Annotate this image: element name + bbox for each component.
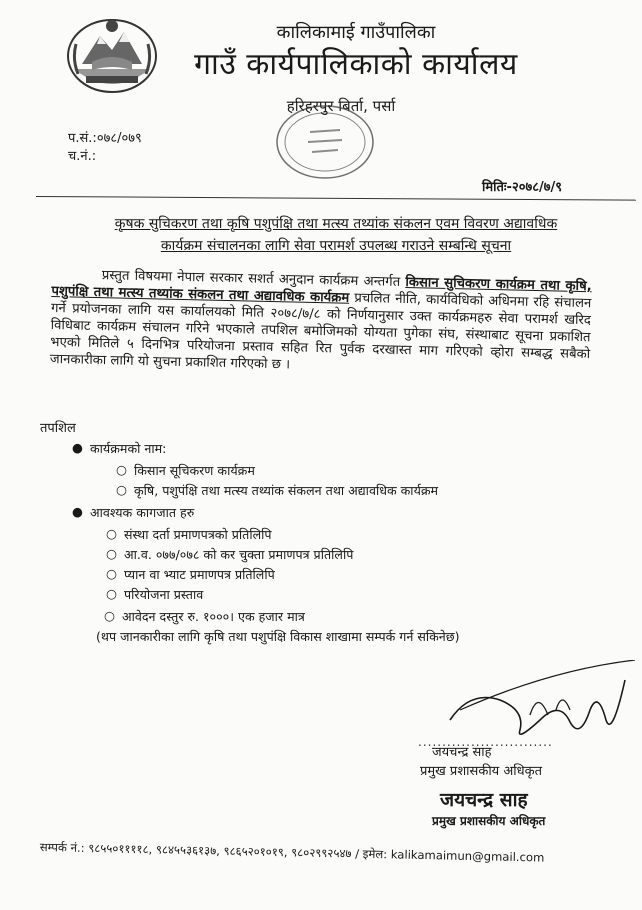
notice-subject: कृषक सुचिकरण तथा कृषि पशुपंक्षि तथा मत्स्य तथ्यांक संकलन एवम विवरण अद्यावधिक कार्यक्रम संचालनका लागि सेवा परामर्श उपलब्ध गराउने सम्बन्धि सूचना [114,216,558,254]
office-seal-stamp [270,100,380,185]
signatory-name: जयचन्द्र साह [432,745,492,760]
list-item: ○ कृषि, पशुपंक्षि तथा मत्स्य तथ्यांक संकलन तथा अद्यावधिक कार्यक्रम [116,482,439,498]
circle-bullet-icon: ○ [116,482,127,497]
list-item: ○ प्यान वा भ्याट प्रमाणपत्र प्रतिलिपि [106,566,275,582]
list-item: ○ आ.व. ०७७/०७८ को कर चुक्ता प्रमाणपत्र प्रतिलिपि [106,546,354,562]
phone-numbers: ९८५५०११११८, ९८४५५३६१३७, ९८६५२०१०१९, ९८०२९९२५४७ [88,841,352,861]
circle-bullet-icon: ○ [106,566,117,581]
bullet-icon: ● [72,440,83,455]
municipality-name: कालिकामाई गाउँपालिका [276,22,436,43]
circle-bullet-icon: ○ [106,526,117,541]
office-title: गाउँ कार्यपालिकाको कार्यालय [194,47,518,82]
programs-heading: ● कार्यक्रमको नाम: [72,440,167,456]
name-stamp: जयचन्द्र साह [440,789,528,811]
letter-date: मितिः-२०७८/७/९ [482,180,563,195]
reference-cn: च.नं.: [68,149,97,164]
circle-bullet-icon: ○ [104,608,115,623]
footer-contact: सम्पर्क नं.: ९८५५०११११८, ९८४५५३६१३७, ९८६५२०१०१९, ९८०२९९२५४७ / इमेल: kalikamaimun@gmail.com [39,840,545,865]
reference-ps: प.सं.:०७८/०७९ [68,131,142,146]
circle-bullet-icon: ○ [106,586,117,601]
circle-bullet-icon: ○ [116,462,127,477]
signature-line: ............................ [418,735,553,749]
list-item: ○ किसान सूचिकरण कार्यक्रम [116,462,255,478]
list-item: ○ संस्था दर्ता प्रमाणपत्रको प्रतिलिपि [106,526,272,542]
program-name-bold: किसान सुचिकरण कार्यक्रम तथा कृषि, पशुपंक्षि तथा मत्स्य तथ्यांक संकलन तथा अद्यावधिक कार्यक्रम [51,275,592,306]
title-stamp: प्रमुख प्रशासकीय अधिकृत [432,814,546,828]
header-divider [36,196,636,201]
bullet-icon: ● [72,504,83,519]
tapsil-heading: तपशिल [40,421,76,436]
notice-body: प्रस्तुत विषयमा नेपाल सरकार सशर्त अनुदान कार्यक्रम अन्तर्गत किसान सुचिकरण कार्यक्रम तथा कृषि, पशुपंक्षि तथा मत्स्य तथ्यांक संकलन तथा अद्यावधिक कार्यक्रम प्रचलित नीति, कार्यविधिको अधिनमा रहि संचालन गर्ने प्रयोजनका लागि यस कार्यालयको मिति २०७८/७/८ को निर्णयानुसार उक्त कार्यक्रमहरु सेवा परामर्श खरिद विधिबाट कार्यक्रम संचालन गरिने भएकाले तपशिल बमोजिमको योग्यता पुगेका संघ, संस्थाबाट सूचना प्रकाशित भएको मितिले ५ दिनभित्र परियोजना प्रस्ताव सहित रित पुर्वक दरखास्त माग गरिएको व्होरा सम्बद्ध सबैको जानकारीका लागि यो सुचना प्रकाशित गरिएको छ । [49,268,592,373]
documents-heading: ● आवश्यक कागजात हरु [72,504,195,520]
list-item: ○ आवेदन दस्तुर रु. १०००। एक हजार मात्र [104,608,305,624]
list-item: ○ परियोजना प्रस्ताव [106,586,204,602]
office-address: हरिहरपुर बिर्ता, पर्सा [286,97,396,115]
email-link[interactable]: kalikamaimun@gmail.com [390,847,545,865]
signatory-title: प्रमुख प्रशासकीय अधिकृत [420,764,543,779]
circle-bullet-icon: ○ [106,546,117,561]
additional-info-note: (थप जानकारीका लागि कृषि तथा पशुपंक्षि विकास शाखामा सम्पर्क गर्न सकिनेछ) [96,629,460,644]
